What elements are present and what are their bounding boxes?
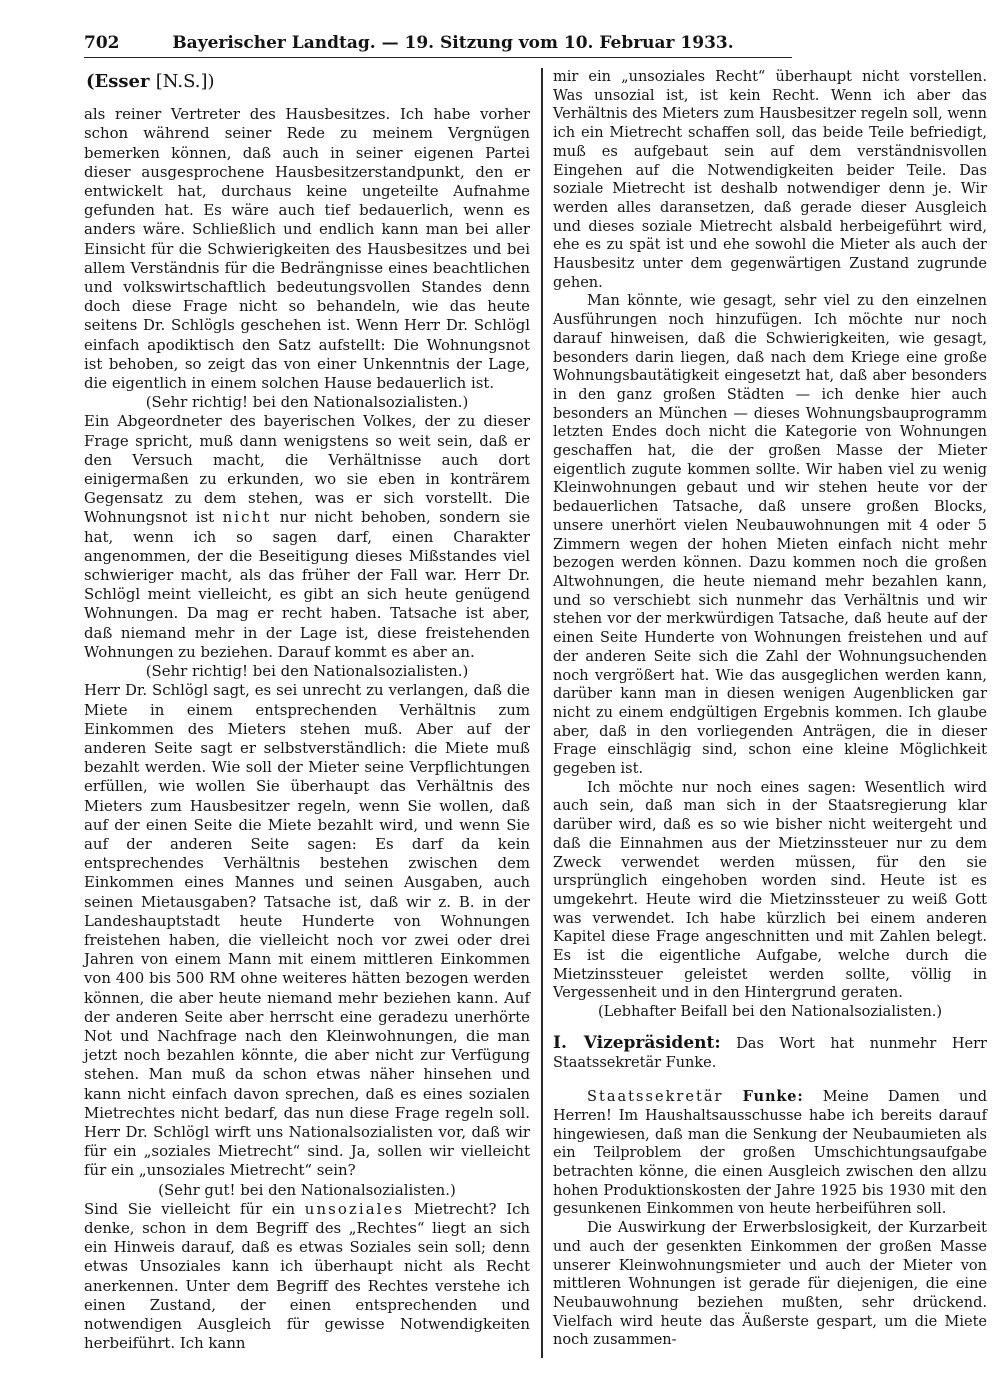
paragraph: Man könnte, wie gesagt, sehr viel zu den einzelnen Ausführungen noch hinzufügen. Ich möchte nur noch darauf hinweisen, daß die Schwierigkeiten, wie gesagt, besonders darin liegen, daß nach dem Kriege eine große Wohnungsbautätigkeit eingesetzt hat, daß aber besonders in den ganz großen Städten — ich denke hier auch besonders an München — dieses Wohnungsbauprogramm letzten Endes doch nicht die Kategorie von Wohnungen geschaffen hat, die der großen Masse der Mieter eigentlich zugute kommen sollte. Wir haben viel zu wenig Kleinwohnungen gebaut und wir stehen heute vor der bedauerlichen Tatsache, daß unsere großen Blocks, unsere unerhört vielen Neubauwohnungen mit 4 oder 5 Zimmern wegen der hohen Mieten einfach nicht mehr bezogen werden können. Dazu kommen noch die großen Altwohnungen, die heute niemand mehr bezahlen kann, und so verschiebt sich nunmehr das Verhältnis und wir stehen vor der merkwürdigen Tatsache, daß heute auf der einen Seite Hunderte von Wohnungen freistehen und auf der anderen Seite sich die Zahl der Wohnungsuchenden noch vergrößert hat. Wie das ausgeglichen werden kann, darüber kann man in diesen wenigen Augenblicken gar nicht zu einem endgültigen Ergebnis kommen. Ich glaube aber, daß in den vorliegenden Anträgen, die in dieser Frage einschlägig sind, schon eine kleine Möglichkeit gegeben ist. xyxy=(553,293,987,778)
text-run: nur nicht behoben, sondern sie hat, wenn ich so sagen darf, einen Charakter angenommen, der die Beseitigung dieses Mißstandes viel schwieriger macht, als das früher der Fall war. Herr Dr. Schlögl meint vielleicht, es gibt an sich heute genügend Wohnungen. Da mag er recht haben. Tatsache ist aber, daß niemand mehr in der Lage ist, diese freistehenden Wohnungen zu beziehen. Darauf kommt es aber an. xyxy=(84,508,531,661)
paragraph: Die Auswirkung der Erwerbslosigkeit, der Kurzarbeit und auch der gesenkten Einkommen der großen Masse unserer Kleinwohnungsmieter und auch der Mieter von mittleren Wohnungen ist gerade für diejenigen, die eine Neubauwohnung beziehen mußten, sehr drückend. Vielfach wird heute das Äußerste gespart, um die Miete noch zusammen- xyxy=(553,1220,987,1349)
speaker-continuation-heading xyxy=(86,72,530,91)
speaker-role: Staatssekretär xyxy=(587,1089,724,1106)
page-number: 702 xyxy=(84,33,120,53)
paragraph xyxy=(84,1200,530,1354)
right-column xyxy=(553,68,987,1350)
speaker-label: Funke: xyxy=(742,1088,804,1106)
speaker-party: [N.S.]) xyxy=(155,71,215,92)
emphasized-word: unsoziales xyxy=(304,1199,405,1218)
reaction-line: (Sehr richtig! bei den Nationalsozialisten.) xyxy=(145,662,469,681)
reaction-line: (Lebhafter Beifall bei den Nationalsozialisten.) xyxy=(597,1004,943,1021)
running-title: Bayerischer Landtag. — 19. Sitzung vom 10. Februar 1933. xyxy=(172,33,734,53)
paragraph: Ich möchte nur noch eines sagen: Wesentlich wird auch sein, daß man sich in der Staatsregierung klar darüber wird, daß es so wie bisher nicht weitergeht und daß die Einnahmen aus der Mietzinssteuer nur zu dem Zweck verwendet werden müssen, für den sie ursprünglich eingehoben worden sind. Heute ist es umgekehrt. Heute wird die Mietzinssteuer zu weiß Gott was verwendet. Ich habe kürzlich bei einem anderen Kapitel diese Frage angeschnitten und mit Zahlen belegt. Es ist die eigentliche Aufgabe, welche durch die Mietzinssteuer geleistet werden sollte, völlig in Vergessenheit und in den Hintergrund geraten. xyxy=(553,779,987,1002)
reaction-line: (Sehr richtig! bei den Nationalsozialisten.) xyxy=(145,393,469,412)
statement-text: Das Wort hat nunmehr Herr Staatssekretär Funke. xyxy=(553,1035,987,1071)
statement-text: Meine Damen und Herren! Im Haushaltsausschusse habe ich bereits darauf hingewiesen, daß man die Senkung der Neubaumieten als ein Teilproblem der großen Umschichtungsaufgabe betrachten könne, die einen Ausgleich zwischen den allzu hohen Produktionskosten der Jahre 1925 bis 1930 mit den gesunkenen Einkommen von heute herbeiführen soll. xyxy=(553,1089,988,1218)
spacer xyxy=(553,1072,987,1088)
emphasized-word: nicht xyxy=(222,508,272,527)
column-divider xyxy=(541,68,543,1358)
paragraph: Herr Dr. Schlögl sagt, es sei unrecht zu verlangen, daß die Miete in einem entsprechenden Verhältnis zum Einkommen des Mieters stehen muß. Aber auf der anderen Seite sagt er selbstverständlich: die Miete muß bezahlt werden. Wie soll der Mieter seine Verpflichtungen erfüllen, wie wollen Sie überhaupt das Verhältnis des Mieters zum Hausbesitzer regeln, wenn Sie wollen, daß auf der einen Seite die Miete bezahlt wird, und wenn Sie auf der anderen Seite sagen: Es darf da kein entsprechendes Verhältnis bestehen zwischen dem Einkommen eines Mannes und seinen Ausgaben, auch seinen Mietausgaben? Tatsache ist, daß wir z. B. in der Landeshauptstadt heute Hunderte von Wohnungen freistehen haben, die vielleicht noch vor zwei oder drei Jahren von einem Mann mit einem mittleren Einkommen von 400 bis 500 RM ohne weiteres hätten bezogen werden können, die aber heute niemand mehr beziehen kann. Auf der anderen Seite aber herrscht eine geradezu unerhörte Not und Nachfrage nach den Kleinwohnungen, die man jetzt noch bezahlen könnte, die aber nicht zur Verfügung stehen. Man muß da schon etwas näher hinsehen und kann nicht einfach davon sprechen, daß es eines sozialen Mietrechtes nicht bedarf, das nun diese Frage regeln soll. Herr Dr. Schlögl wirft uns Nationalsozialisten vor, daß wir für ein „soziales Mietrecht“ sind. Ja, sollen wir vielleicht für ein „unsoziales Mietrecht“ sein? xyxy=(84,681,530,1180)
speaker-label: I. Vizepräsident: xyxy=(553,1032,721,1053)
vice-president-statement xyxy=(553,1034,987,1072)
paragraph: als reiner Vertreter des Hausbesitzes. Ich habe vorher schon während seiner Rede zu meinem Vergnügen bemerken können, daß auch in seiner eigenen Partei dieser ausgesprochene Hausbesitzerstandpunkt, den er entwickelt hat, durchaus keine ungeteilte Aufnahme gefunden hat. Es wäre auch tief bedauerlich, wenn es anders wäre. Schließlich und endlich kann man bei aller Einsicht für die Schwierigkeiten des Hausbesitzes und bei allem Verständnis für die Bedrängnisse eines beachtlichen und volkswirtschaftlich bedeutungsvollen Standes denn doch diese Frage nicht so behandeln, wie das heute seitens Dr. Schlögls geschehen ist. Wenn Herr Dr. Schlögl einfach apodiktisch den Satz aufstellt: Die Wohnungsnot ist behoben, so zeigt das von einer Unkenntnis der Lage, die eigentlich in einem solchen Hause bedauerlich ist. xyxy=(84,105,530,393)
text-run: Sind Sie vielleicht für ein xyxy=(84,1199,296,1218)
running-header xyxy=(84,33,792,58)
text-run: Ein Abgeordneter des bayerischen Volkes, der zu dieser Frage spricht, muß dann wenigstens so weit sein, daß er den Versuch macht, die Verhältnisse auch dort einigermaßen zu erkunden, wo sie eben in konträrem Gegensatz zu dem stehen, was er sich vorstellt. Die Wohnungsnot ist xyxy=(84,412,530,527)
text-run: Mietrecht? Ich denke, schon in dem Begriff des „Rechtes“ liegt an sich ein Hinweis darauf, daß es etwas Soziales sein soll; denn etwas Unsoziales kann ich überhaupt nicht als Recht anerkennen. Unter dem Begriff des Rechtes verstehe ich einen Zustand, der einen entsprechenden und notwendigen Ausgleich für gewisse Notwendigkeiten herbeiführt. Ich kann xyxy=(84,1199,531,1353)
paragraph: mir ein „unsoziales Recht“ überhaupt nicht vorstellen. Was unsozial ist, ist kein Recht. Wenn ich aber das Verhältnis des Mieters zum Hausbesitzer regeln soll, wenn ich ein Mietrecht schaffen soll, das beide Teile befriedigt, muß es aufgebaut sein auf dem verständnisvollen Eingehen auf die Notwendigkeiten beider Teile. Das soziale Mietrecht ist deshalb notwendiger denn je. Wir werden alles daransetzen, daß gerade dieser Ausgleich und dieses soziale Mietrecht alsbald herbeigeführt wird, ehe es zu spät ist und ehe sowohl die Mieter als auch der Hausbesitz unter dem gegenwärtigen Zustand zugrunde gehen. xyxy=(553,69,987,291)
paragraph xyxy=(84,412,530,662)
secretary-statement xyxy=(553,1088,987,1219)
left-column xyxy=(84,68,530,1353)
reaction-line: (Sehr gut! bei den Nationalsozialisten.) xyxy=(158,1180,456,1199)
speaker-name: (Esser xyxy=(86,71,150,92)
